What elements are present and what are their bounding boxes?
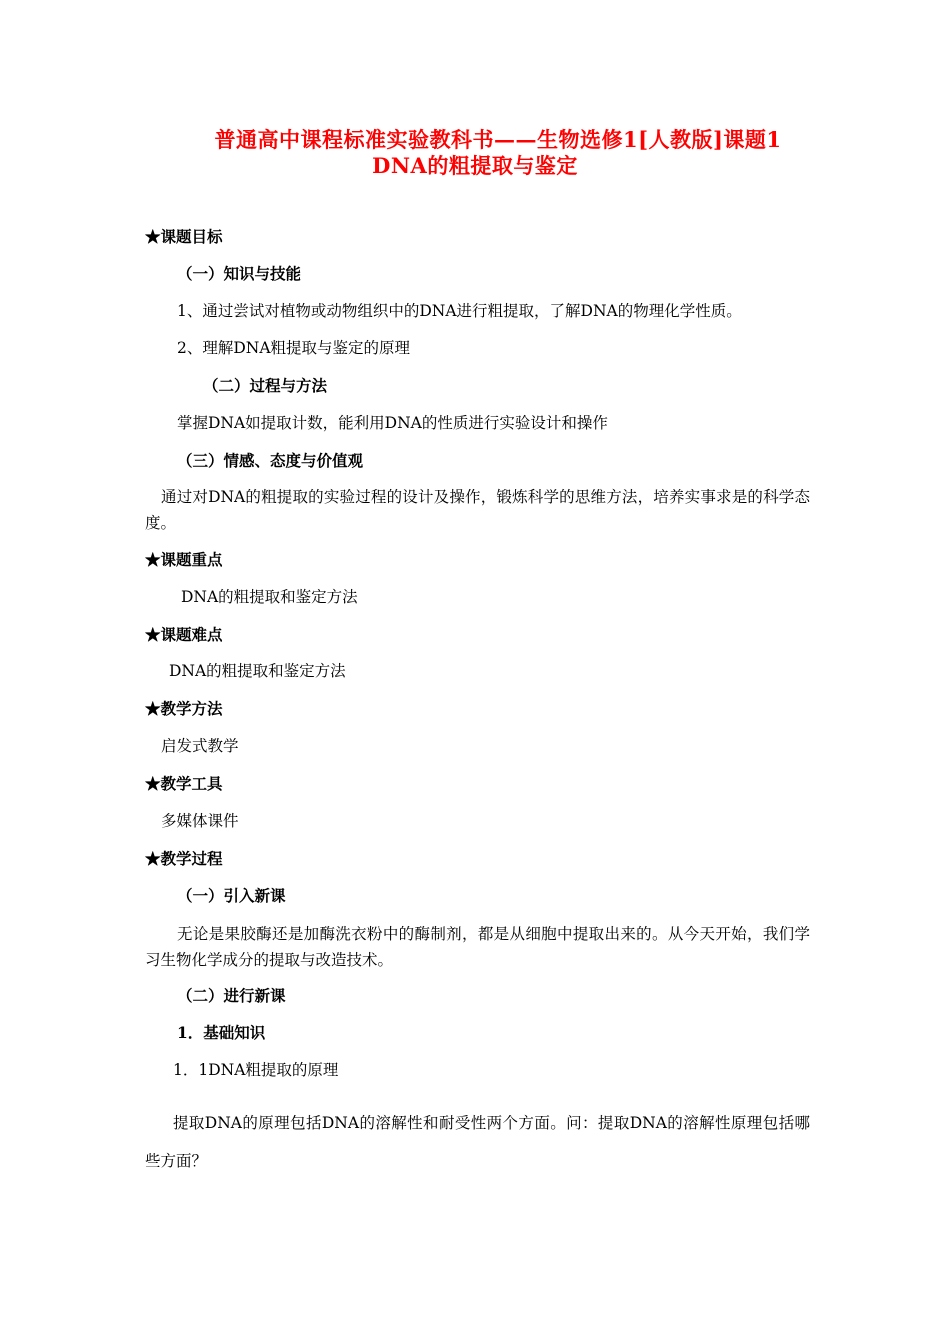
basics-subheading: 1．1DNA粗提取的原理 [173,1061,339,1079]
document-title-line1: 普通高中课程标准实验教科书——生物选修1[人教版]课题1 [214,127,782,152]
process-heading: （二）过程与方法 [203,376,328,395]
method-text: 启发式教学 [161,737,239,755]
key-text: DNA的粗提取和鉴定方法 [181,588,358,606]
document-title-line2: DNA的粗提取与鉴定 [372,153,578,178]
difficulty-heading: ★课题难点 [145,625,223,644]
basics-heading: 1．基础知识 [177,1023,266,1042]
process-text: 掌握DNA如提取计数，能利用DNA的性质进行实验设计和操作 [177,414,608,432]
difficulty-text: DNA的粗提取和鉴定方法 [169,662,346,680]
knowledge-item-2: 2、理解DNA粗提取与鉴定的原理 [177,339,411,357]
key-heading: ★课题重点 [145,550,223,569]
tools-heading: ★教学工具 [145,774,223,793]
principle-text: 提取DNA的原理包括DNA的溶解性和耐受性两个方面。问：提取DNA的溶解性原理包括哪些方面？ [145,1114,810,1170]
procedure-heading: ★教学过程 [145,849,223,868]
emotion-heading: （三）情感、态度与价值观 [177,451,364,470]
emotion-text: 通过对DNA的粗提取的实验过程的设计及操作，锻炼科学的思维方法，培养实事求是的科学态度。 [145,488,810,532]
method-heading: ★教学方法 [145,699,223,718]
intro-heading: （一）引入新课 [177,886,286,905]
knowledge-heading: （一）知识与技能 [177,264,302,283]
intro-text: 无论是果胶酶还是加酶洗衣粉中的酶制剂，都是从细胞中提取出来的。从今天开始，我们学习生物化学成分的提取与改造技术。 [145,925,810,969]
new-lesson-heading: （二）进行新课 [177,986,286,1005]
objectives-heading: ★课题目标 [145,227,223,246]
knowledge-item-1: 1、通过尝试对植物或动物组织中的DNA进行粗提取，了解DNA的物理化学性质。 [177,302,742,320]
tools-text: 多媒体课件 [161,812,239,830]
